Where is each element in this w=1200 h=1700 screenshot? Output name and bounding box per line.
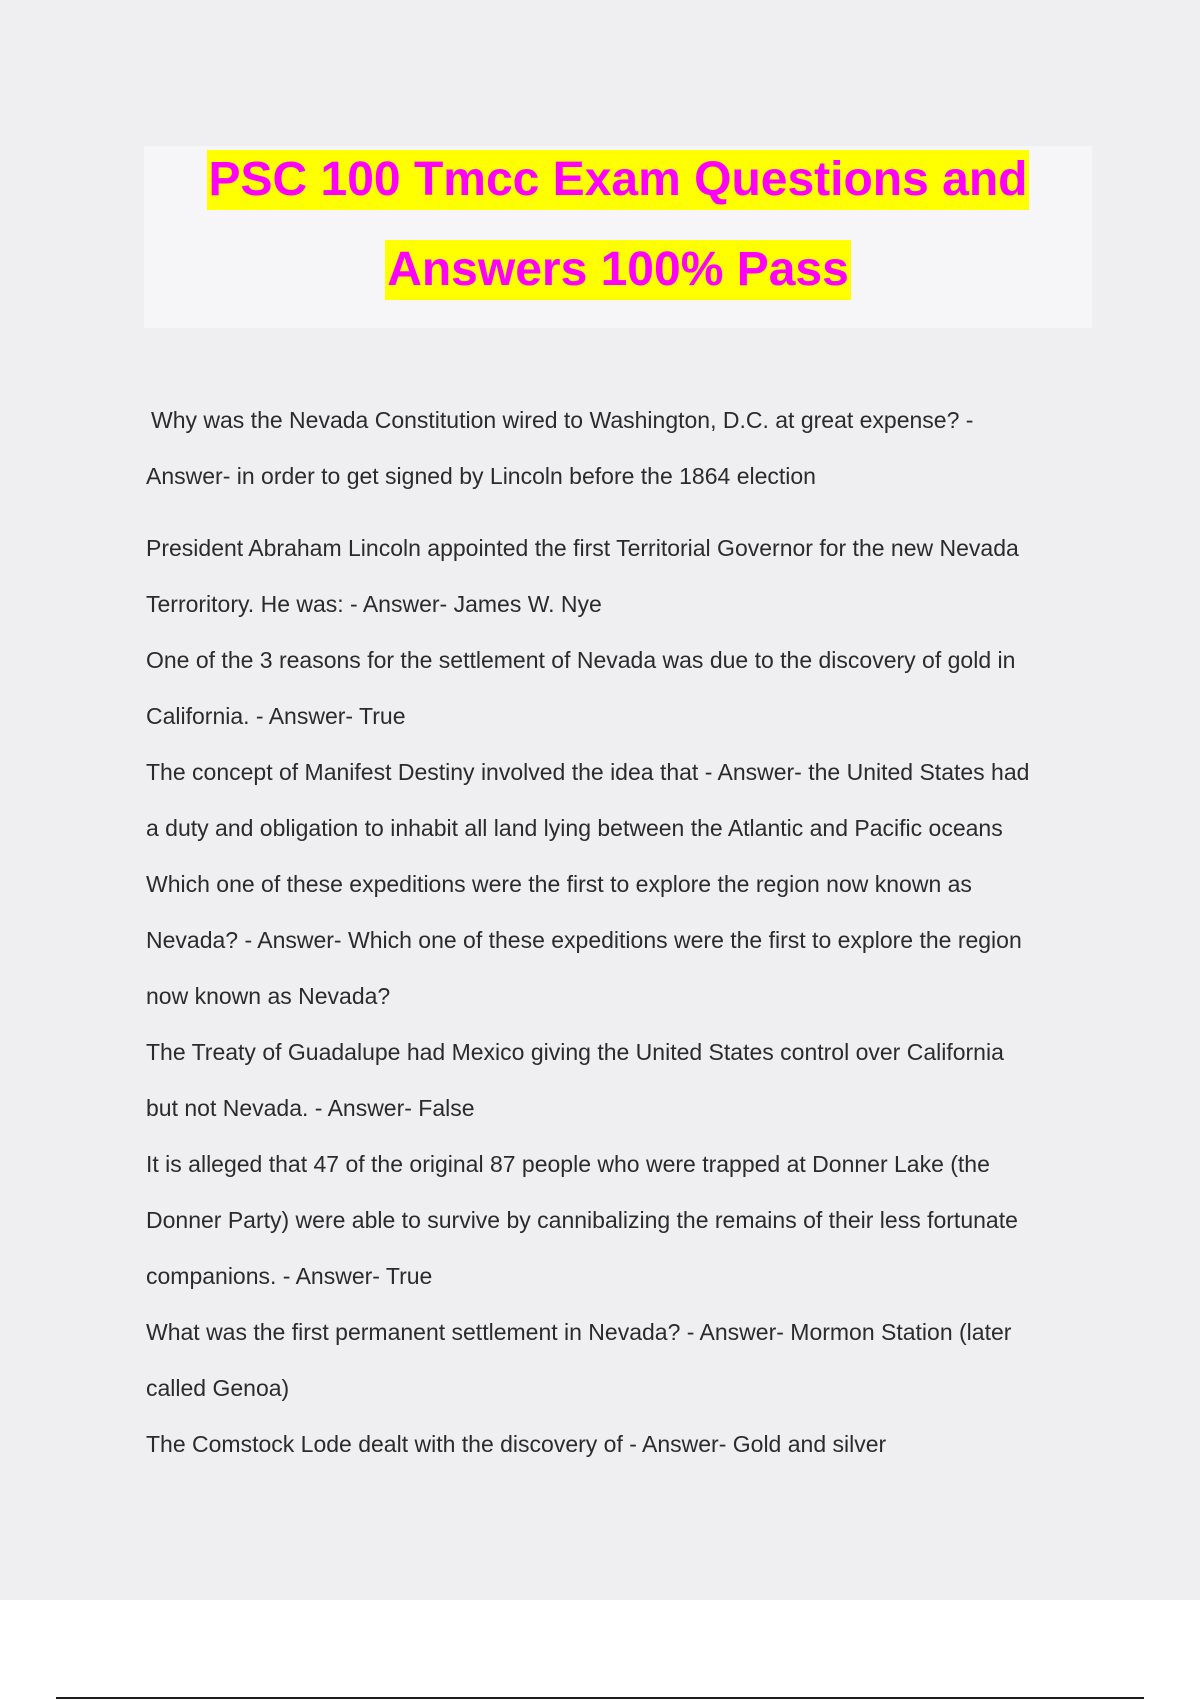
title-line-2-container — [144, 240, 1092, 300]
qa-line: Which one of these expeditions were the first to explore the region now known as — [146, 871, 972, 897]
qa-line: The concept of Manifest Destiny involved the idea that - Answer- the United States had — [146, 759, 1030, 785]
qa-item — [146, 632, 1086, 744]
qa-item — [146, 856, 1086, 1024]
qa-item — [146, 1416, 1086, 1472]
document-title-line-1: PSC 100 Tmcc Exam Questions and — [207, 150, 1030, 210]
qa-item — [146, 392, 1086, 504]
qa-line: Donner Party) were able to survive by cannibalizing the remains of their less fortunate — [146, 1207, 1018, 1233]
document-title-line-2: Answers 100% Pass — [385, 240, 851, 300]
title-line-1-container — [144, 150, 1092, 210]
qa-line: President Abraham Lincoln appointed the first Territorial Governor for the new Nevada — [146, 535, 1019, 561]
qa-line: Nevada? - Answer- Which one of these expeditions were the first to explore the region — [146, 927, 1022, 953]
qa-line: called Genoa) — [146, 1375, 290, 1401]
qa-item — [146, 1136, 1086, 1304]
qa-line: Why was the Nevada Constitution wired to Washington, D.C. at great expense? - — [151, 407, 974, 433]
qa-line: but not Nevada. - Answer- False — [146, 1095, 475, 1121]
qa-line: Terroritory. He was: - Answer- James W. Nye — [146, 591, 602, 617]
qa-item — [146, 1304, 1086, 1416]
qa-line: It is alleged that 47 of the original 87 people who were trapped at Donner Lake (the — [146, 1151, 990, 1177]
qa-line: Answer- in order to get signed by Lincoln before the 1864 election — [146, 463, 816, 489]
qa-line: companions. - Answer- True — [146, 1263, 433, 1289]
qa-item — [146, 744, 1086, 856]
qa-line: now known as Nevada? — [146, 983, 391, 1009]
title-block — [144, 146, 1092, 328]
qa-line: One of the 3 reasons for the settlement of Nevada was due to the discovery of gold in — [146, 647, 1016, 673]
qa-line: The Treaty of Guadalupe had Mexico giving the United States control over California — [146, 1039, 1004, 1065]
footer-divider — [56, 1697, 1144, 1699]
qa-line: a duty and obligation to inhabit all land lying between the Atlantic and Pacific oceans — [146, 815, 1003, 841]
qa-item — [146, 1024, 1086, 1136]
page-footer — [0, 1600, 1200, 1700]
questions-body — [146, 392, 1086, 1472]
qa-item — [146, 520, 1086, 632]
qa-line: What was the first permanent settlement in Nevada? - Answer- Mormon Station (later — [146, 1319, 1012, 1345]
qa-line: The Comstock Lode dealt with the discovery of - Answer- Gold and silver — [146, 1431, 887, 1457]
qa-line: California. - Answer- True — [146, 703, 406, 729]
